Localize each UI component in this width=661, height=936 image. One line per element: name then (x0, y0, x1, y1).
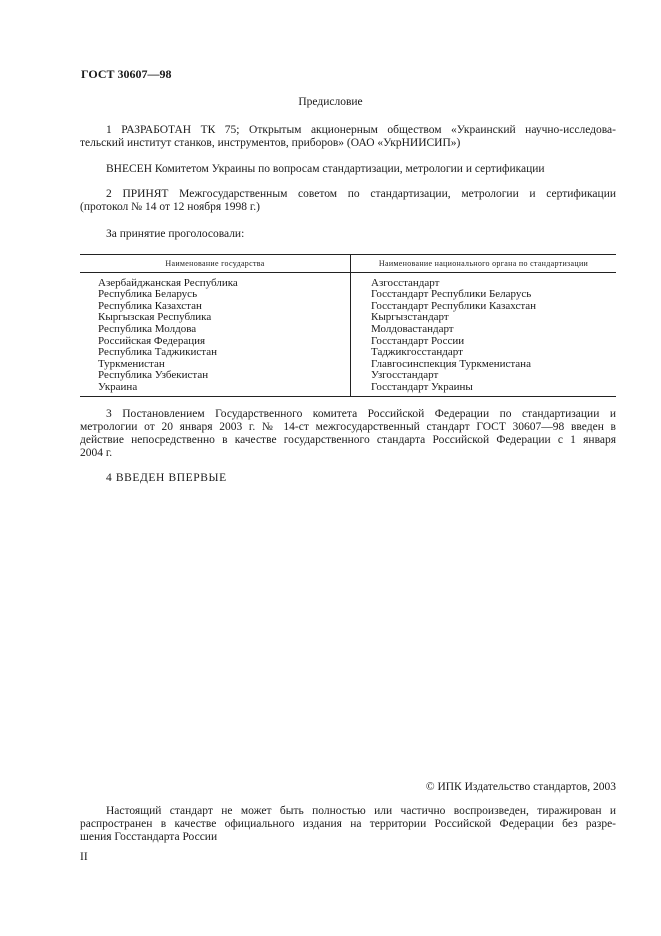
section-title: Предисловие (298, 96, 363, 108)
table-cell: Азгосстандарт (371, 276, 440, 289)
table-cell: Республика Беларусь (98, 288, 198, 301)
table-cell: Украина (98, 380, 138, 393)
table-cell: Республика Казахстан (98, 299, 202, 312)
table-cell: Таджикгосстандарт (371, 346, 463, 359)
table-cell: Госстандарт Украины (371, 380, 473, 393)
table-cell: Госстандарт Республики Беларусь (371, 288, 532, 301)
table-header-state: Наименование государства (80, 255, 351, 273)
table-cell: Госстандарт России (371, 334, 465, 347)
table-cell: Российская Федерация (98, 334, 206, 347)
paragraph-first-introduced: 4 ВВЕДЕН ВПЕРВЫЕ (106, 472, 227, 484)
body-column (351, 272, 617, 396)
page-number: II (80, 851, 88, 863)
paragraph-developed: 1 РАЗРАБОТАН ТК 75; Открытым акционерным обществом «Украинский научно-исследова- тельский институт станков, инструментов, приборов» (ОАО «УкрНИИСИП») (80, 124, 616, 149)
table-cell: Узгосстандарт (371, 369, 439, 382)
table-cell: Республика Молдова (98, 322, 197, 335)
table-cell: Главгосинспекция Туркменистана (371, 357, 531, 370)
table-cell: Молдовастандарт (371, 322, 454, 335)
voting-table (80, 254, 616, 397)
table-cell: Кыргызская Республика (98, 311, 212, 324)
table-cell: Туркменистан (98, 357, 165, 370)
table-cell: Госстандарт Республики Казахстан (371, 299, 537, 312)
paragraph-adopted: 2 ПРИНЯТ Межгосударственным советом по стандартизации, метрологии и сертификации (протокол № 14 от 12 ноября 1998 г.) (80, 188, 616, 213)
table-cell: Азербайджанская Республика (98, 276, 238, 289)
table-cell: Кыргызстандарт (371, 311, 449, 324)
table-cell: Республика Узбекистан (98, 369, 209, 382)
state-column (80, 272, 351, 396)
table-header-body: Наименование национального органа по стандартизации (351, 255, 617, 273)
reproduction-notice: Настоящий стандарт не может быть полностью или частично воспроизведен, тиражирован и распространен в качестве официального издания на территории Российской Федерации без разре- шения Госстандарта России (80, 805, 616, 843)
standard-header: ГОСТ 30607—98 (81, 67, 172, 81)
copyright-notice: © ИПК Издательство стандартов, 2003 (425, 781, 616, 793)
paragraph-introduced: ВНЕСЕН Комитетом Украины по вопросам стандартизации, метрологии и сертификации (106, 163, 545, 175)
paragraph-voted: За принятие проголосовали: (106, 228, 245, 240)
table-cell: Республика Таджикистан (98, 346, 217, 359)
paragraph-resolution: 3 Постановлением Государственного комитета Российской Федерации по стандартизации и метрологии от 20 января 2003 г. № 14-ст межгосударственный стандарт ГОСТ 30607—98 введен в действие непосредственно в качестве государственного стандарта Российской Федерации с 1 января 2004 г. (80, 408, 616, 459)
